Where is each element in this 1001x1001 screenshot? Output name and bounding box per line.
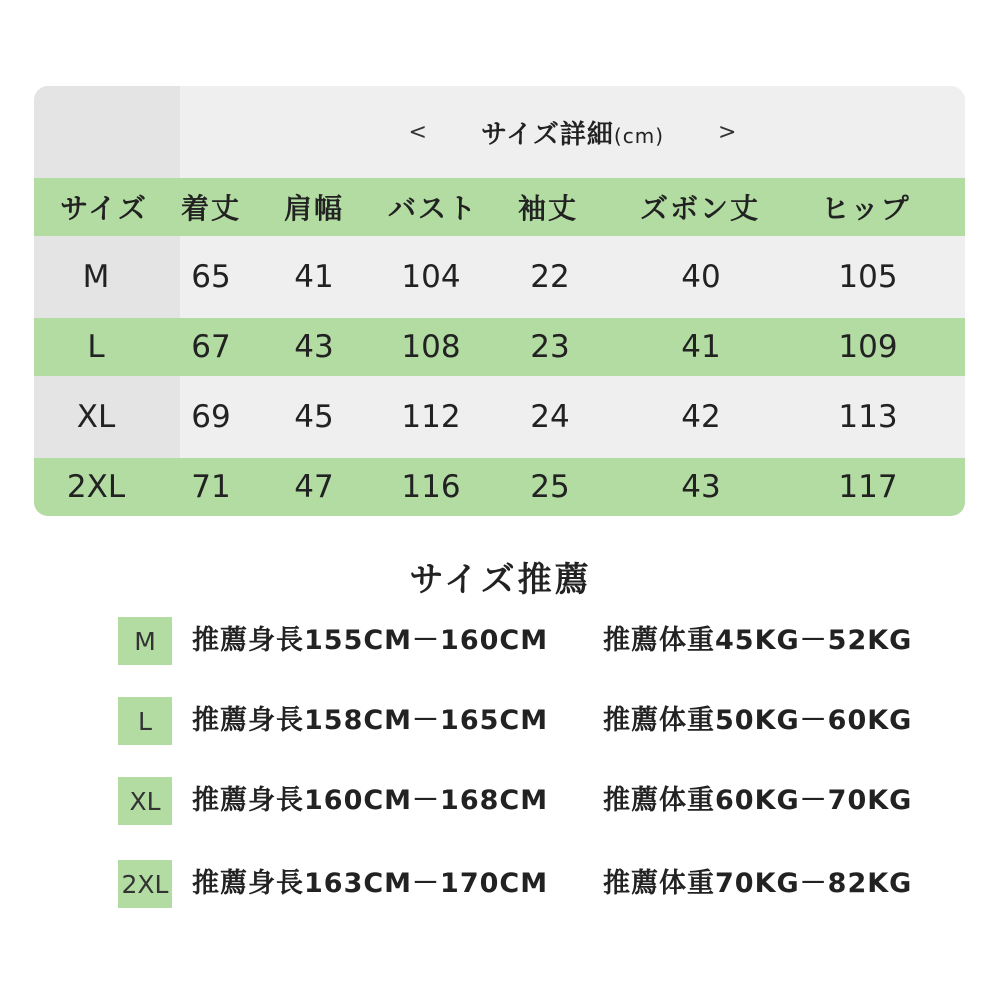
recommended-weight: 推薦体重60KG－70KG — [603, 785, 913, 816]
header-size: サイズ — [60, 192, 148, 225]
size-detail-title — [481, 114, 664, 151]
recommended-height: 推薦身長155CM－160CM — [192, 625, 549, 656]
cell-pants-length: 40 — [681, 259, 721, 295]
header-hip: ヒップ — [821, 192, 911, 225]
header-bust: バスト — [387, 192, 479, 225]
cell-pants-length: 42 — [681, 399, 721, 435]
cell-shoulder: 41 — [294, 259, 334, 295]
header-length: 着丈 — [180, 192, 242, 225]
header-sleeve: 袖丈 — [517, 192, 579, 225]
cell-size: XL — [76, 399, 116, 435]
cell-bust: 112 — [401, 399, 461, 435]
recommended-height: 推薦身長158CM－165CM — [192, 705, 549, 736]
recommendation-row — [0, 858, 1001, 910]
cell-sleeve: 22 — [530, 259, 570, 295]
size-detail-card — [34, 86, 965, 516]
size-detail-header — [180, 86, 965, 178]
recommendation-row — [0, 775, 1001, 827]
cell-shoulder: 45 — [294, 399, 334, 435]
size-badge: L — [118, 697, 172, 745]
size-detail-unit: (cm) — [613, 123, 664, 148]
cell-size: 2XL — [66, 469, 126, 505]
recommended-weight: 推薦体重70KG－82KG — [603, 868, 913, 899]
cell-length: 69 — [191, 399, 231, 435]
table-row — [34, 318, 965, 376]
corner-block — [34, 86, 180, 178]
cell-size: M — [82, 259, 110, 295]
size-badge: M — [118, 617, 172, 665]
cell-bust: 108 — [401, 329, 461, 365]
cell-shoulder: 43 — [294, 329, 334, 365]
cell-hip: 105 — [838, 259, 898, 295]
size-badge: XL — [118, 777, 172, 825]
recommended-height: 推薦身長160CM－168CM — [192, 785, 549, 816]
recommendation-title: サイズ推薦 — [409, 560, 592, 600]
table-row — [34, 236, 965, 318]
cell-sleeve: 24 — [530, 399, 570, 435]
cell-pants-length: 41 — [681, 329, 721, 365]
recommended-weight: 推薦体重50KG－60KG — [603, 705, 913, 736]
cell-sleeve: 25 — [530, 469, 570, 505]
recommended-height: 推薦身長163CM－170CM — [192, 868, 549, 899]
cell-bust: 104 — [401, 259, 461, 295]
cell-hip: 113 — [838, 399, 898, 435]
recommendation-row — [0, 695, 1001, 747]
table-row — [34, 376, 965, 458]
cell-hip: 117 — [838, 469, 898, 505]
recommendation-row — [0, 615, 1001, 667]
table-header-row — [34, 178, 965, 236]
recommended-weight: 推薦体重45KG－52KG — [603, 625, 913, 656]
header-shoulder: 肩幅 — [283, 192, 345, 225]
size-detail-title-text: サイズ詳細 — [480, 119, 614, 150]
size-badge: 2XL — [118, 860, 172, 908]
cell-size: L — [87, 329, 105, 365]
table-row — [34, 458, 965, 516]
cell-bust: 116 — [401, 469, 461, 505]
cell-hip: 109 — [838, 329, 898, 365]
next-arrow-icon[interactable]: > — [718, 119, 737, 145]
header-pants-length: ズボン丈 — [639, 192, 761, 225]
cell-length: 71 — [191, 469, 231, 505]
cell-length: 65 — [191, 259, 231, 295]
cell-shoulder: 47 — [294, 469, 334, 505]
cell-length: 67 — [191, 329, 231, 365]
cell-sleeve: 23 — [530, 329, 570, 365]
cell-pants-length: 43 — [681, 469, 721, 505]
prev-arrow-icon[interactable]: < — [408, 119, 427, 145]
